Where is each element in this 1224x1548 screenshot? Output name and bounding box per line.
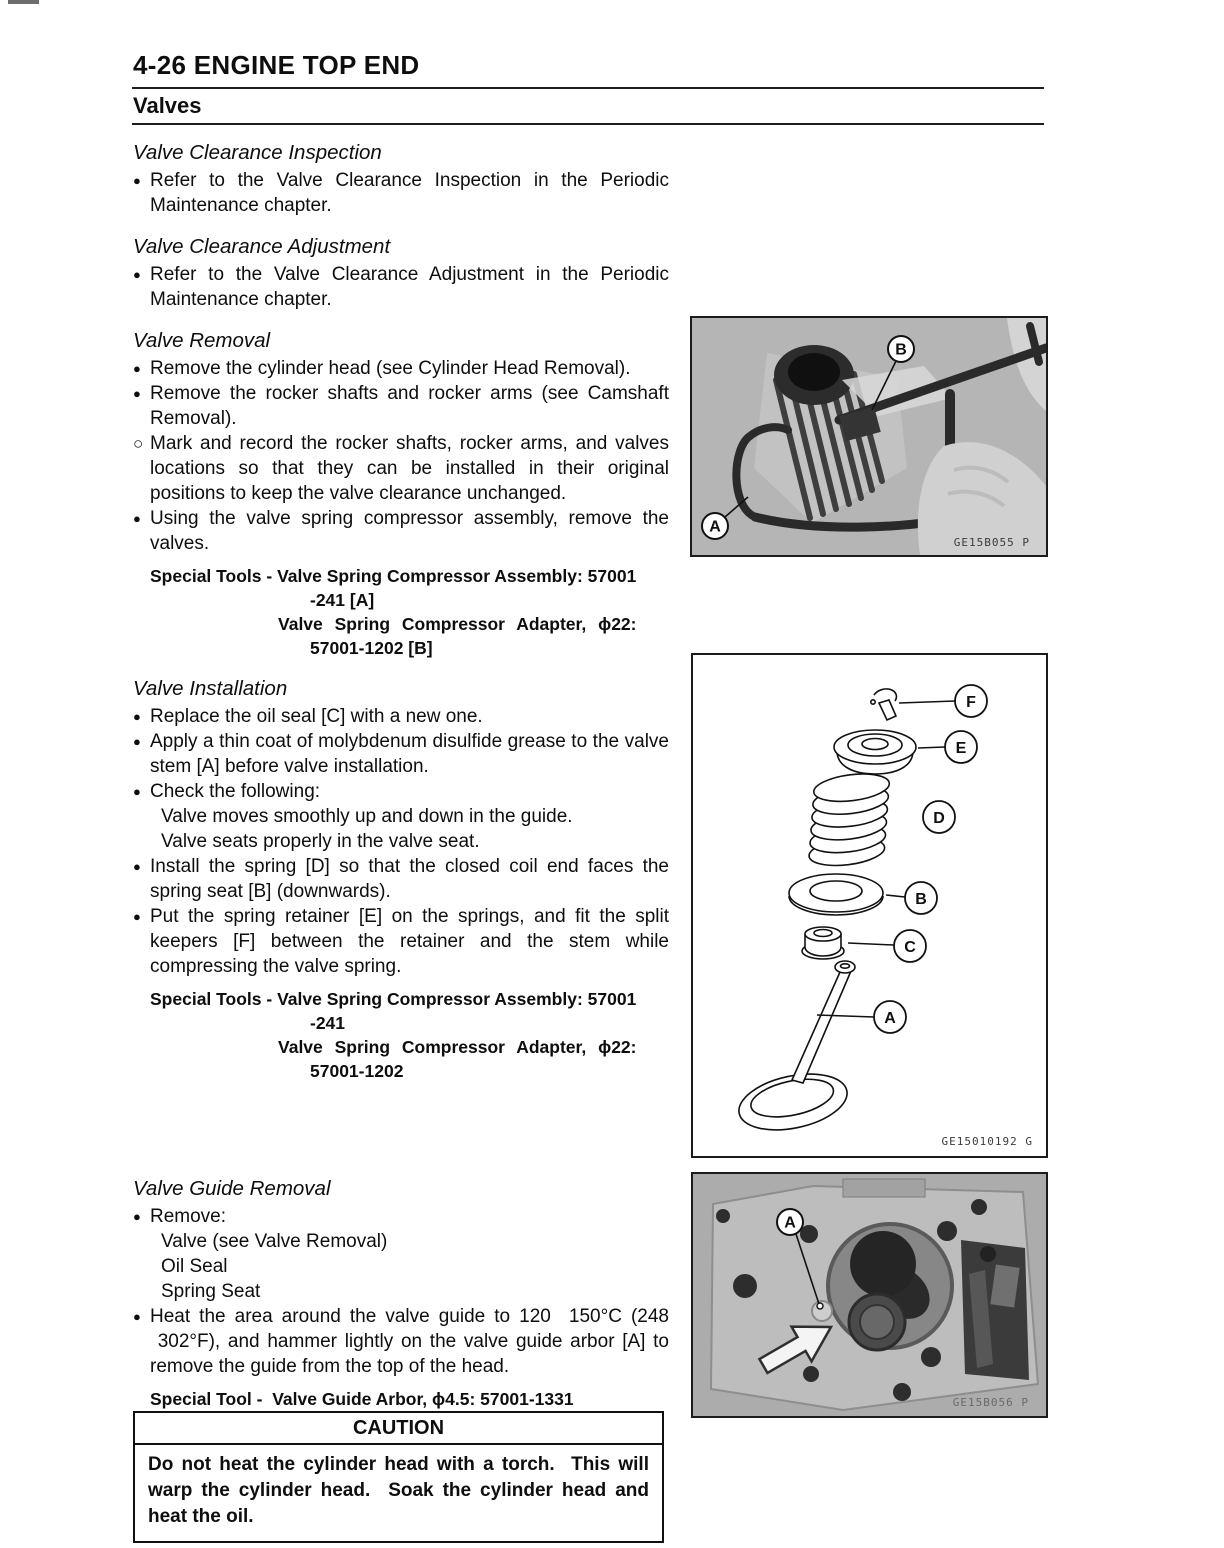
caution-text: Do not heat the cylinder head with a torch. This will warp the cylinder head. Soak the cylinder head and heat the oil. [148, 1454, 649, 1527]
check-line: Valve seats properly in the valve seat. [161, 831, 480, 852]
bullet-icon: ● [133, 1209, 141, 1224]
compressor-photo-illustration [692, 318, 1046, 555]
header-rule-bottom [132, 123, 1044, 125]
subsection-heading: Valve Guide Removal [133, 1177, 331, 1200]
remove-line: Valve (see Valve Removal) [161, 1231, 388, 1252]
subsection-heading: Valve Removal [133, 329, 271, 352]
step-text: Install the spring [D] so that the closed coil end faces the spring seat [B] (downwards). [150, 856, 669, 902]
label-letter: A [884, 1010, 896, 1027]
bullet-icon: ● [133, 361, 141, 376]
top-boss [843, 1179, 925, 1197]
bullet-icon: ● [133, 511, 141, 526]
remove-line: Oil Seal [161, 1256, 228, 1277]
label-letter: D [933, 810, 945, 827]
special-tool-line: Special Tool - Valve Guide Arbor, ϕ4.5: 57001-1331 [150, 1389, 574, 1409]
check-line: Valve moves smoothly up and down in the guide. [161, 806, 573, 827]
figure-valve-guide-photo [691, 1172, 1048, 1418]
step-item [133, 1304, 669, 1379]
step-text: Remove the cylinder head (see Cylinder Head Removal). [150, 358, 631, 379]
subsection-heading: Valve Installation [133, 677, 288, 700]
step-item [133, 168, 669, 218]
special-tools-block [150, 987, 669, 1083]
step-text: Replace the oil seal [C] with a new one. [150, 706, 483, 727]
scan-artifact-bar [8, 0, 39, 4]
subsection-valve-clearance-adjustment [133, 235, 669, 312]
bullet-icon: ● [133, 734, 141, 749]
rocker-cavity [961, 1240, 1029, 1380]
special-tool-line: 57001-1202 [310, 1061, 404, 1081]
step-item [133, 431, 669, 506]
special-tool-line: Valve Spring Compressor Adapter, ϕ22: [278, 1037, 637, 1057]
label-letter: F [966, 694, 976, 711]
step-item [133, 704, 669, 729]
caution-box [133, 1411, 664, 1543]
spring-seat [789, 874, 883, 915]
step-text: Heat the area around the valve guide to 120 150°C (248 302°F), and hammer lightly on the valve guide arbor [A] to remove the guide from the top of the head. [150, 1306, 669, 1377]
step-item [133, 356, 669, 381]
text-column [133, 141, 669, 1087]
subsection-valve-clearance-inspection [133, 141, 669, 218]
step-text: Put the spring retainer [E] on the springs, and fit the split keepers [F] between the retainer and the stem while compressing the valve spring. [150, 906, 669, 977]
step-text: Using the valve spring compressor assembly, remove the valves. [150, 508, 669, 554]
figure-code: GE15010192 G [941, 1135, 1033, 1148]
label-letter: C [904, 939, 916, 956]
label-letter: B [915, 891, 927, 908]
figure-valve-exploded-diagram [691, 653, 1048, 1158]
figure-valve-spring-compressor-photo [690, 316, 1048, 557]
valve-bore [828, 1224, 952, 1350]
subsection-valve-removal [133, 329, 669, 660]
step-text: Remove the rocker shafts and rocker arms (see Camshaft Removal). [150, 383, 669, 429]
step-text: Remove: [150, 1206, 227, 1227]
subsection-heading: Valve Clearance Adjustment [133, 235, 391, 258]
figure-code: GE15B055 P [953, 536, 1030, 549]
valve-guide-photo-illustration [693, 1174, 1046, 1416]
special-tools-block [150, 564, 669, 660]
step-item [133, 381, 669, 431]
valve-parts-illustration [693, 655, 1046, 1156]
special-tool-line: Special Tools - Valve Spring Compressor Assembly: 57001 [150, 566, 637, 586]
caution-title: CAUTION [135, 1413, 662, 1445]
label-letter: A [784, 1214, 796, 1232]
label-letter: A [709, 518, 721, 536]
step-item [133, 854, 669, 904]
step-item [133, 262, 669, 312]
combustion-bore-inner [788, 353, 840, 391]
subsection-valve-installation [133, 677, 669, 1083]
remove-line: Spring Seat [161, 1281, 261, 1302]
bullet-icon: ● [133, 267, 141, 282]
subsection-valve-guide-removal [133, 1177, 669, 1411]
oil-seal [802, 927, 844, 959]
section-title: Valves [133, 93, 202, 118]
bullet-icon: ● [133, 859, 141, 874]
special-tool-line: 57001-1202 [B] [310, 638, 433, 658]
step-item [133, 506, 669, 556]
special-tool-line: Valve Spring Compressor Adapter, ϕ22: [278, 614, 637, 634]
label-letter: B [895, 341, 907, 359]
bullet-icon: ● [133, 173, 141, 188]
substep-circle-icon: ○ [133, 434, 144, 453]
text-column-lower [133, 1177, 669, 1411]
step-item [133, 729, 669, 779]
step-item [133, 904, 669, 979]
subsection-heading: Valve Clearance Inspection [133, 141, 382, 164]
special-tool-line: -241 [A] [310, 590, 375, 610]
part-label-D [923, 801, 955, 833]
step-item [133, 1204, 669, 1229]
bullet-icon: ● [133, 386, 141, 401]
header-rule-top [132, 87, 1044, 89]
step-text: Apply a thin coat of molybdenum disulfide grease to the valve stem [A] before valve installation. [150, 731, 669, 777]
step-text: Mark and record the rocker shafts, rocker arms, and valves locations so that they can be installed in their original positions to keep the valve clearance unchanged. [150, 433, 669, 504]
special-tool-line: -241 [310, 1013, 346, 1033]
bullet-icon: ● [133, 709, 141, 724]
bullet-icon: ● [133, 909, 141, 924]
step-item [133, 779, 669, 804]
page-title: 4-26 ENGINE TOP END [133, 50, 420, 80]
step-text: Refer to the Valve Clearance Adjustment in the Periodic Maintenance chapter. [150, 264, 669, 310]
figure-code: GE15B056 P [952, 1396, 1029, 1409]
step-text: Refer to the Valve Clearance Inspection in the Periodic Maintenance chapter. [150, 170, 669, 216]
label-letter: E [955, 740, 967, 757]
bullet-icon: ● [133, 784, 141, 799]
bullet-icon: ● [133, 1309, 141, 1324]
step-text: Check the following: [150, 781, 321, 802]
special-tool-line: Special Tools - Valve Spring Compressor Assembly: 57001 [150, 989, 637, 1009]
